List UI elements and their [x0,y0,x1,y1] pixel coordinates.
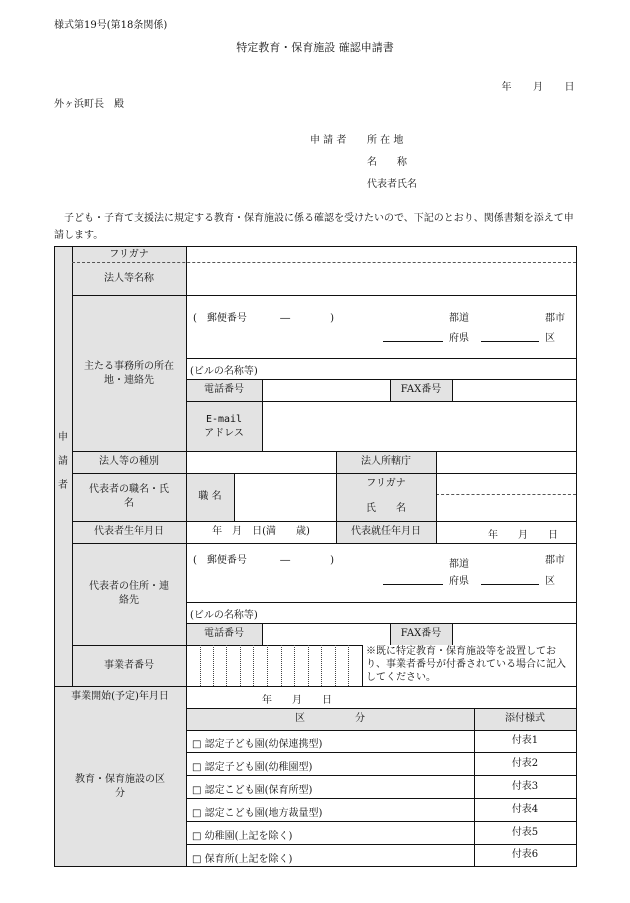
start-date-label: 事業開始(予定)年月日 [71,691,169,702]
rep-city-label-2: 区 [545,576,555,587]
attachment-3: 付表3 [511,780,539,792]
applicant-name-label: 名 称 [367,157,407,168]
rep-furigana-label: フリガナ [366,477,406,489]
corp-authority-field[interactable] [437,452,576,473]
corp-name-field[interactable] [187,262,576,295]
rep-birth-label: 代表者生年月日 [94,526,164,537]
attachment-4: 付表4 [511,803,539,815]
rep-since-field[interactable]: 年 月 日 [488,530,558,541]
rep-phone-label: 電話番号 [204,628,244,639]
rep-birth-field[interactable]: 年 月 日(満 歳) [212,526,310,537]
business-number-note: ※既に特定教育・保育施設等を設置しており、事業者番号が付番されている場合に記入してください。 [366,646,566,683]
office-postal-code[interactable]: ( 郵便番号 ― ) [193,313,334,324]
rep-title-name-label: 代表者の職名・氏名 [89,484,169,509]
office-city-label-2: 区 [545,333,555,344]
rep-fax-label: FAX番号 [400,628,442,639]
category-option-1[interactable]: □ 認定子ども園(幼保連携型) [192,739,323,750]
corp-type-label: 法人等の種別 [99,456,159,467]
category-option-4[interactable]: □ 認定こども園(地方裁量型) [192,808,323,819]
category-option-2[interactable]: □ 認定子ども園(幼稚園型) [192,762,313,773]
rep-name-label: 氏 名 [366,502,406,514]
email-label: E-mail アドレス [204,413,244,439]
office-phone-label: 電話番号 [204,384,244,395]
applicant-side-label: 申 請 者 [58,432,68,491]
office-building-label: (ビルの名称等) [190,366,258,377]
corp-authority-label: 法人所轄庁 [361,456,411,467]
addressee: 外ヶ浜町長 殿 [54,99,124,110]
corp-type-field[interactable] [187,452,336,473]
rep-building-label: (ビルの名称等) [190,610,258,621]
rep-address-label: 代表者の住所・連絡先 [89,581,169,606]
attachment-1: 付表1 [511,735,539,746]
email-field[interactable] [263,402,576,451]
applicant-rep-label: 代表者氏名 [367,179,417,190]
category-option-6[interactable]: □ 保育所(上記を除く) [192,854,293,865]
office-fax-label: FAX番号 [400,384,442,395]
start-date-field[interactable]: 年 月 日 [262,695,332,706]
business-number-field[interactable] [187,646,362,686]
category-option-5[interactable]: □ 幼稚園(上記を除く) [192,831,293,842]
job-title-field[interactable] [235,474,336,521]
attachment-2: 付表2 [511,757,539,769]
applicant-label: 申 請 者 [310,135,347,146]
form-number: 様式第19号(第18条関係) [54,20,168,31]
attachment-6: 付表6 [511,849,539,860]
rep-pref-label-2: 府県 [449,576,469,587]
office-city-label-1: 郡市 [545,313,565,324]
rep-phone-field[interactable] [263,624,390,645]
applicant-address-label: 所 在 地 [367,135,404,146]
furigana-label: フリガナ [109,248,149,260]
division-header: 区 分 [295,713,365,724]
rep-since-label: 代表就任年月日 [351,526,421,537]
application-date: 年 月 日 [501,82,575,93]
office-phone-field[interactable] [263,379,390,401]
office-pref-label-1: 都道 [449,313,469,324]
business-number-label: 事業者番号 [104,659,154,671]
intro-text: 子ども・子育て支援法に規定する教育・保育施設に係る確認を受けたいので、下記のとおり、関係書類を添えて申請します。 [54,213,574,241]
rep-pref-label-1: 都道 [449,559,469,570]
office-fax-field[interactable] [453,379,576,401]
rep-name-field[interactable] [437,495,576,521]
attachment-5: 付表5 [511,826,539,838]
category-label: 教育・保育施設の区分 [75,774,165,799]
rep-city-label-1: 郡市 [545,555,565,566]
corp-name-label: 法人等名称 [104,272,154,284]
document-title: 特定教育・保育施設 確認申請書 [236,41,394,54]
office-address-label: 主たる事務所の所在地・連絡先 [84,360,174,386]
office-pref-label-2: 府県 [449,333,469,344]
attachment-header: 添付様式 [505,713,545,724]
rep-postal-code[interactable]: ( 郵便番号 ― ) [193,555,334,566]
category-option-3[interactable]: □ 認定こども園(保育所型) [192,785,313,796]
job-title-label: 職 名 [198,491,222,502]
rep-fax-field[interactable] [453,624,576,645]
